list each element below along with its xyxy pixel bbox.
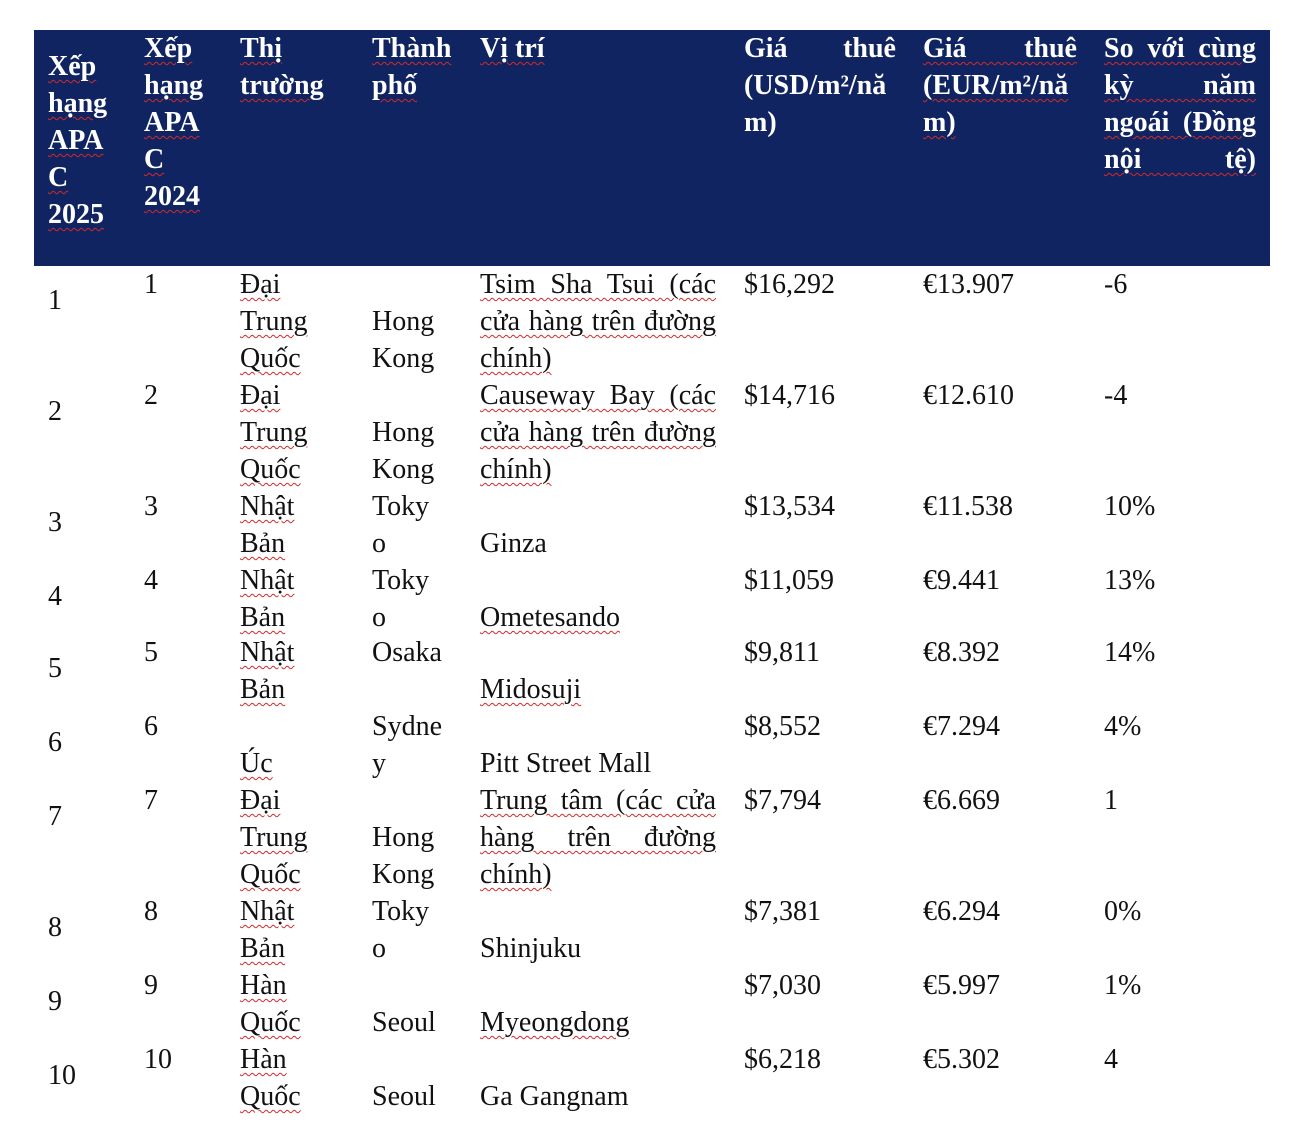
table-row [34,967,1270,1041]
header-rent-eur: Giá thuê (EUR/m²/năm) [923,33,1077,138]
header-city: Thành phố [372,33,452,101]
table-row [34,562,1270,634]
table-row [34,893,1270,967]
cell-location: Tsim Sha Tsui (các cửa hàng trên đường chính) [480,269,716,374]
retail-rent-table [34,30,1270,1115]
cell-location: Causeway Bay (các cửa hàng trên đường chính) [480,380,716,485]
cell-city: Tokyo [372,565,430,633]
cell-city: Hong Kong [372,822,435,890]
cell-rent-usd: $6,218 [744,1044,821,1075]
cell-rent-usd: $7,030 [744,970,821,1001]
cell-location: Trung tâm (các cửa hàng trên đường chính) [480,785,716,890]
cell-market: Hàn Quốc [240,1044,301,1112]
cell-rent-eur: €8.392 [923,637,1000,668]
cell-market: Hàn Quốc [240,970,301,1038]
cell-market: Nhật Bản [240,896,295,964]
cell-rent-eur: €11.538 [923,491,1013,522]
cell-rank-2024: 10 [144,1044,172,1075]
cell-rank-2024: 4 [144,565,158,596]
cell-rent-usd: $7,794 [744,785,821,816]
cell-rank-2025: 7 [48,801,62,832]
header-rank-2024: Xếp hạng APAC 2024 [144,33,204,212]
cell-rank-2024: 6 [144,711,158,742]
header-market: Thị trường [240,33,324,101]
cell-yoy: -4 [1104,380,1128,411]
cell-yoy: 13% [1104,565,1156,596]
header-yoy: So với cùng kỳ năm ngoái (Đồng nội tệ) [1104,33,1256,175]
cell-rank-2025: 8 [48,912,62,943]
cell-rent-eur: €7.294 [923,711,1000,742]
cell-yoy: 4% [1104,711,1142,742]
cell-yoy: 1% [1104,970,1142,1001]
cell-market: Nhật Bản [240,637,295,705]
cell-rent-usd: $11,059 [744,565,834,596]
cell-rent-eur: €5.302 [923,1044,1000,1075]
header-location: Vị trí [480,33,545,64]
table-row [34,708,1270,782]
cell-location: Ginza [480,528,547,559]
cell-location: Pitt Street Mall [480,748,652,779]
cell-market: Đại Trung Quốc [240,380,308,485]
cell-location: Shinjuku [480,933,582,964]
cell-city: Osaka [372,637,442,668]
table-row [34,782,1270,893]
cell-city: Seoul [372,1007,436,1038]
table-header [34,30,1270,266]
cell-rent-usd: $7,381 [744,896,821,927]
cell-city: Hong Kong [372,306,435,374]
cell-rent-usd: $9,811 [744,637,820,668]
cell-rent-eur: €9.441 [923,565,1000,596]
cell-yoy: 4 [1104,1044,1118,1075]
cell-rank-2025: 5 [48,653,62,684]
cell-location: Ometesando [480,602,620,633]
cell-rank-2025: 9 [48,986,62,1017]
cell-city: Hong Kong [372,417,435,485]
cell-city: Seoul [372,1081,436,1112]
cell-market: Úc [240,748,273,779]
cell-market: Nhật Bản [240,491,295,559]
cell-rank-2024: 3 [144,491,158,522]
cell-rank-2024: 1 [144,269,158,300]
cell-yoy: 14% [1104,637,1156,668]
cell-rank-2024: 2 [144,380,158,411]
cell-rent-usd: $8,552 [744,711,821,742]
cell-rent-usd: $13,534 [744,491,835,522]
cell-rent-eur: €5.997 [923,970,1000,1001]
cell-rent-eur: €6.294 [923,896,1000,927]
cell-yoy: 10% [1104,491,1156,522]
cell-rank-2025: 3 [48,507,62,538]
cell-market: Đại Trung Quốc [240,269,308,374]
cell-city: Sydney [372,711,442,779]
cell-rank-2025: 2 [48,396,62,427]
cell-yoy: -6 [1104,269,1128,300]
cell-rent-usd: $16,292 [744,269,835,300]
cell-rent-eur: €13.907 [923,269,1014,300]
cell-rank-2024: 9 [144,970,158,1001]
cell-rent-usd: $14,716 [744,380,835,411]
cell-market: Nhật Bản [240,565,295,633]
cell-yoy: 0% [1104,896,1142,927]
table-row [34,1041,1270,1115]
cell-city: Tokyo [372,896,430,964]
table-row [34,377,1270,488]
cell-rank-2025: 6 [48,727,62,758]
cell-rank-2024: 5 [144,637,158,668]
cell-rent-eur: €12.610 [923,380,1014,411]
cell-yoy: 1 [1104,785,1118,816]
table-row [34,488,1270,562]
cell-location: Myeongdong [480,1007,630,1038]
cell-rank-2025: 1 [48,285,62,316]
cell-rent-eur: €6.669 [923,785,1000,816]
cell-rank-2024: 8 [144,896,158,927]
cell-rank-2025: 4 [48,581,62,612]
cell-city: Tokyo [372,491,430,559]
cell-rank-2025: 10 [48,1060,76,1091]
table-row [34,634,1270,708]
cell-location: Midosuji [480,674,582,705]
cell-market: Đại Trung Quốc [240,785,308,890]
header-rent-usd: Giá thuê (USD/m²/năm) [744,33,896,138]
cell-location: Ga Gangnam [480,1081,629,1112]
header-rank-2025: Xếp hạng APAC 2025 [48,51,108,230]
table-row [34,266,1270,377]
cell-rank-2024: 7 [144,785,158,816]
